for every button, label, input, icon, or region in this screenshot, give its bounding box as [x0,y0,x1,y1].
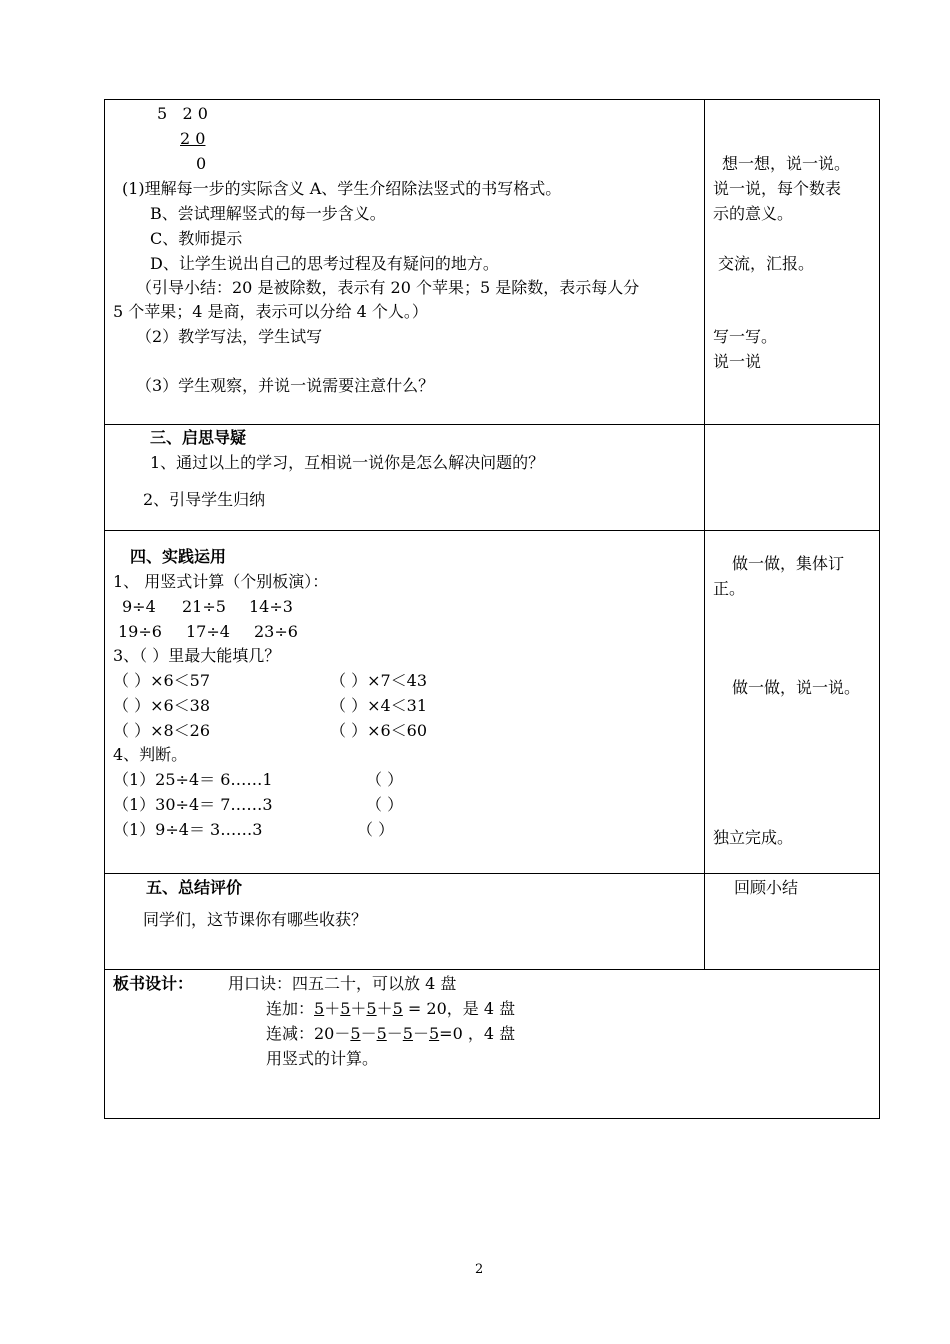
fill-blank-item: （ ）×6＜57 [113,671,211,690]
board-operator: ＋ [376,999,393,1018]
section2-line: （引导小结：20 是被除数，表示有 20 个苹果；5 是除数，表示每人分 [136,278,640,297]
section4-title: 四、实践运用 [130,547,227,566]
section2-line: 5 个苹果；4 是商，表示可以分给 4 个人。） [113,302,428,321]
board-operator: ＋ [350,999,367,1018]
fill-blank-item: （ ）×7＜43 [330,671,428,690]
student-activity: 说一说 [713,352,762,371]
student-activity: 示的意义。 [713,204,794,223]
board-operator: ＋ [324,999,341,1018]
board-line-addition [266,999,515,1019]
board-term: 5 [366,999,377,1018]
board-prefix: 连减：20－ [266,1024,351,1043]
division-dividend-line: 5 2 0 [157,104,208,123]
board-suffix: =0 ，4 盘 [439,1024,516,1043]
exercise-item: 17÷4 [186,622,230,641]
judgement-blank: （ ） [366,795,404,814]
judgement-item: （1）9÷4＝ 3……3 [113,820,263,839]
judgement-item: （1）30÷4＝ 7……3 [113,795,273,814]
student-activity: 正。 [713,579,746,598]
division-subtract-line: 2 0 [180,129,206,148]
section2-line: （2）教学写法，学生试写 [136,327,323,346]
section2-line: （3）学生观察，并说一说需要注意什么？ [136,376,435,395]
row-divider [104,530,880,531]
exercise-item: 14÷3 [249,597,293,616]
exercise-item: 23÷6 [254,622,298,641]
board-operator: － [412,1024,429,1043]
fill-blank-item: （ ）×8＜26 [113,721,211,740]
board-line-subtraction [266,1024,515,1044]
section3-line: 1、通过以上的学习，互相说一说你是怎么解决问题的？ [150,453,545,472]
student-activity: 写一写。 [713,327,778,346]
section2-line: C、教师提示 [150,229,243,248]
row-divider [104,424,880,425]
board-suffix: = 20，是 4 盘 [402,999,516,1018]
student-activity: 回顾小结 [734,878,799,897]
exercise-item: 21÷5 [182,597,226,616]
section2-line: D、让学生说出自己的思考过程及有疑问的地方。 [150,254,499,273]
student-activity: 说一说，每个数表 [713,179,842,198]
board-term: 5 [350,1024,361,1043]
judgement-item: （1）25÷4＝ 6……1 [113,770,273,789]
row-divider [104,873,880,874]
section5-line: 同学们，这节课你有哪些收获？ [143,910,368,929]
row-divider [104,969,880,970]
board-operator: － [386,1024,403,1043]
page-number: 2 [475,1262,484,1277]
student-activity: 做一做，集体订 [732,554,845,573]
section5-title: 五、总结评价 [146,878,243,897]
board-prefix: 连加： [266,999,315,1018]
board-term: 5 [314,999,325,1018]
fill-blank-item: （ ）×6＜60 [330,721,428,740]
board-line: 用竖式的计算。 [266,1049,379,1068]
board-term: 5 [402,1024,413,1043]
section3-line: 2、引导学生归纳 [143,490,266,509]
board-operator: － [360,1024,377,1043]
student-activity: 交流，汇报。 [718,254,815,273]
student-activity: 独立完成。 [713,828,794,847]
board-line: 用口诀：四五二十，可以放 4 盘 [228,974,457,993]
judgement-blank: （ ） [366,770,404,789]
fill-blank-item: （ ）×6＜38 [113,696,211,715]
column-divider [704,99,705,969]
judgement-blank: （ ） [357,820,395,839]
section2-line: B、尝试理解竖式的每一步含义。 [150,204,386,223]
exercise-item: 9÷4 [122,597,156,616]
division-remainder: 0 [196,154,207,173]
exercise-item: 19÷6 [118,622,162,641]
student-activity: 想一想，说一说。 [722,154,851,173]
section2-line: (1)理解每一步的实际含义 A、学生介绍除法竖式的书写格式。 [122,179,562,198]
fill-blank-item: （ ）×4＜31 [330,696,428,715]
board-design-label: 板书设计： [113,974,194,993]
exercise-3-heading: 3、（ ）里最大能填几？ [113,646,281,665]
student-activity: 做一做，说一说。 [732,678,861,697]
exercise-1-heading: 1、 用竖式计算（个别板演）： [113,572,329,591]
section3-title: 三、启思导疑 [150,428,247,447]
board-term: 5 [340,999,351,1018]
board-term: 5 [428,1024,440,1043]
exercise-4-heading: 4、判断。 [113,745,188,764]
board-term: 5 [376,1024,387,1043]
board-term: 5 [392,999,403,1018]
